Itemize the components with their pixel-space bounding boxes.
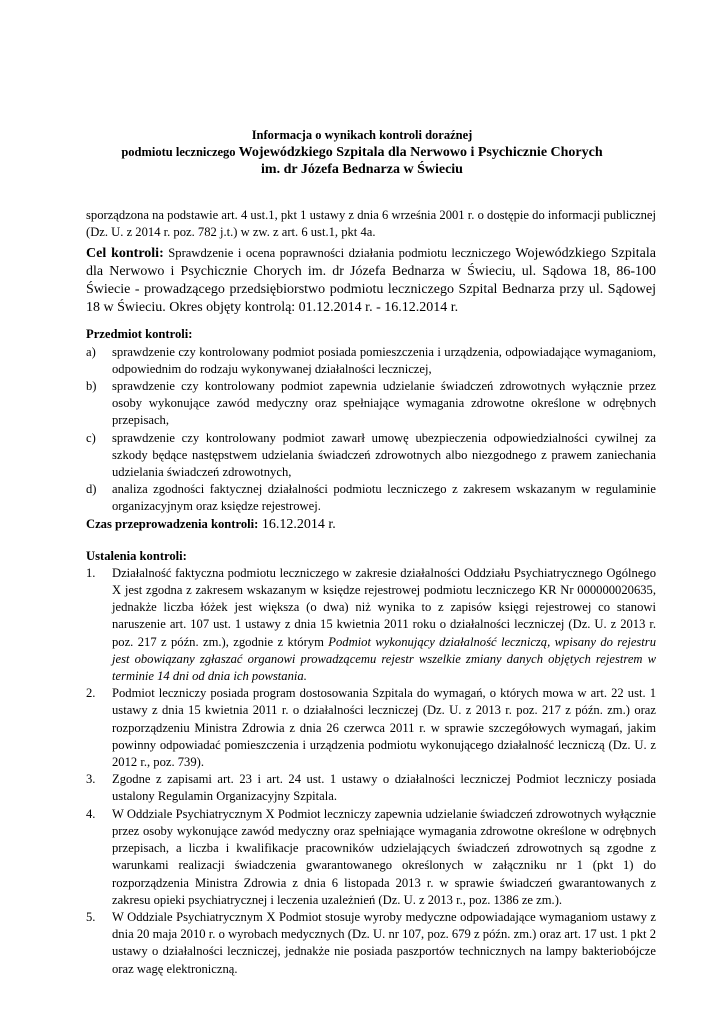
cel-label: Cel kontroli: <box>86 246 164 262</box>
przedmiot-list <box>86 344 656 516</box>
ustalenia-list <box>86 565 656 978</box>
hospital-name: Wojewódzkiego Szpitala dla Nerwowo i Psychicznie Chorych <box>238 145 603 160</box>
czas-label: Czas przeprowadzenia kontroli: <box>86 516 259 531</box>
czas-value: 16.12.2014 r. <box>258 516 336 532</box>
list-marker: 5. <box>86 909 96 924</box>
list-item <box>86 685 656 771</box>
list-text: Podmiot leczniczy posiada program dostosowania Szpitala do wymagań, o których mowa w art. 22 ust. 1 ustawy z dnia 15 kwietnia 2011 r. o działalności leczniczej (Dz. U. z 2013 r. poz. 217 z późn. zm.) oraz rozporządzeniu Ministra Zdrowia z dnia 26 czerwca 2011 r. w sprawie szczegółowych wymagań, jakim powinny odpowiadać pomieszczenia i urządzenia podmiotu wykonującego działalność leczniczą (Dz. U. z 2012 r., poz. 739). <box>112 686 656 770</box>
cel-kontroli <box>86 245 656 317</box>
cel-text-large: Wojewódzkiego Szpitala dla Nerwowo i Psychicznie Chorych im. dr Józefa Bednarza w Świeciu, ul. Sądowa 18, 86-100 Świecie - prowadzącego przedsiębiorstwo podmiotu leczniczego Szpital Bednarza przy ul. Sądowej 18 w Świeciu. Okres objęty kontrolą: 01.12.2014 r. - 16.12.2014 r. <box>86 246 656 316</box>
intro-paragraph: sporządzona na podstawie art. 4 ust.1, pkt 1 ustawy z dnia 6 września 2001 r. o dostępie do informacji publicznej (Dz. U. z 2014 r. poz. 782 j.t.) w zw. z art. 6 ust.1, pkt 4a. <box>86 208 656 240</box>
list-marker: b) <box>86 379 97 394</box>
legal-quote: Podmiot wykonujący działalność leczniczą, wpisany do rejestru jest obowiązany zgłaszać organowi prowadzącemu rejestr wszelkie zmiany danych objętych rejestrem w terminie 14 dni od dnia ich powstania. <box>112 634 657 684</box>
list-text: Zgodne z zapisami art. 23 i art. 24 ust. 1 ustawy o działalności leczniczej Podmiot leczniczy posiada ustalony Regulamin Organizacyjny Szpitala. <box>112 772 656 804</box>
hospital-patron: im. dr Józefa Bednarza w Świeciu <box>261 162 463 177</box>
list-item <box>86 771 656 805</box>
list-text: sprawdzenie czy kontrolowany podmiot zapewnia udzielanie świadczeń zdrowotnych wyłącznie przez osoby wykonujące zawód medyczny oraz spełniające wymagania zdrowotne określone w odrębnych przepisach, <box>112 379 656 428</box>
list-item <box>86 430 656 482</box>
list-marker: a) <box>86 344 96 359</box>
list-marker: 3. <box>86 772 96 787</box>
list-text: sprawdzenie czy kontrolowany podmiot posiada pomieszczenia i urządzenia, odpowiadające wymaganiom, odpowiednim do rodzaju wykonywanej działalności leczniczej, <box>112 344 656 376</box>
list-text: Działalność faktyczna podmiotu leczniczego w zakresie działalności Oddziału Psychiatrycznego Ogólnego X jest zgodna z zakresem wskazanym w księdze rejestrowej podmiotu leczniczego KR Nr 000000020635, jednakże liczba łóżek jest większa (o dwa) niż wynika to z zapisów księgi rejestrowej co stanowi naruszenie art. 107 ust. 1 ustawy z dnia 15 kwietnia 2011 roku o działalności leczniczej (Dz. U. z 2013 r. poz. 217 z późn. zm.), zgodnie z którym <box>112 565 656 649</box>
list-item <box>86 378 656 430</box>
document-body <box>86 207 656 978</box>
document-subtitle <box>60 144 664 161</box>
cel-text-small: Sprawdzenie i ocena poprawności działania podmiotu leczniczego <box>163 246 516 261</box>
ustalenia-title: Ustalenia kontroli: <box>86 548 187 563</box>
przedmiot-title: Przedmiot kontroli: <box>86 327 193 342</box>
subtitle-prefix: podmiotu leczniczego <box>121 145 239 159</box>
list-item <box>86 481 656 515</box>
document-header <box>60 127 664 179</box>
list-marker: c) <box>86 430 96 445</box>
list-marker: 1. <box>86 565 96 580</box>
list-text: W Oddziale Psychiatrycznym X Podmiot leczniczy zapewnia udzielanie świadczeń zdrowotnych wyłącznie przez osoby wykonujące zawód medyczny oraz spełniające wymagania zdrowotne określone w odrębnych przepisach, a liczba i kwalifikacje pracowników udzielających świadczeń zdrowotnych są zgodne z warunkami realizacji świadczenia gwarantowanego określonych w załączniku nr 1 (pkt 1) do rozporządzenia Ministra Zdrowia z dnia 6 listopada 2013 r. w sprawie świadczeń gwarantowanych z zakresu opieki psychiatrycznej i leczenia uzależnień (Dz. U. z 2013 r., poz. 1386 ze zm.). <box>112 806 656 907</box>
list-item <box>86 565 656 685</box>
list-item <box>86 806 656 909</box>
czas-kontroli <box>86 516 656 534</box>
list-item <box>86 344 656 378</box>
list-text: analiza zgodności faktycznej działalności podmiotu leczniczego z zakresem wskazanym w regulaminie organizacyjnym oraz księdze rejestrowej. <box>112 482 656 514</box>
list-text: sprawdzenie czy kontrolowany podmiot zawarł umowę ubezpieczenia odpowiedzialności cywilnej za szkody będące następstwem udzielania świadczeń zdrowotnych albo niezgodnego z prawem zaniechania udzielania świadczeń zdrowotnych, <box>112 430 656 480</box>
list-item <box>86 909 656 978</box>
list-marker: d) <box>86 482 97 497</box>
document-title: Informacja o wynikach kontroli doraźnej <box>251 128 473 142</box>
list-marker: 4. <box>86 806 96 821</box>
list-text: W Oddziale Psychiatrycznym X Podmiot stosuje wyroby medyczne odpowiadające wymaganiom ustawy z dnia 20 maja 2010 r. o wyrobach medycznych (Dz. U. nr 107, poz. 679 z późn. zm.) oraz art. 17 ust. 1 pkt 2 ustawy o działalności leczniczej, jednakże nie posiada paszportów technicznych na lampy bakteriobójcze oraz wagę elektroniczną. <box>112 909 656 976</box>
list-marker: 2. <box>86 686 96 701</box>
